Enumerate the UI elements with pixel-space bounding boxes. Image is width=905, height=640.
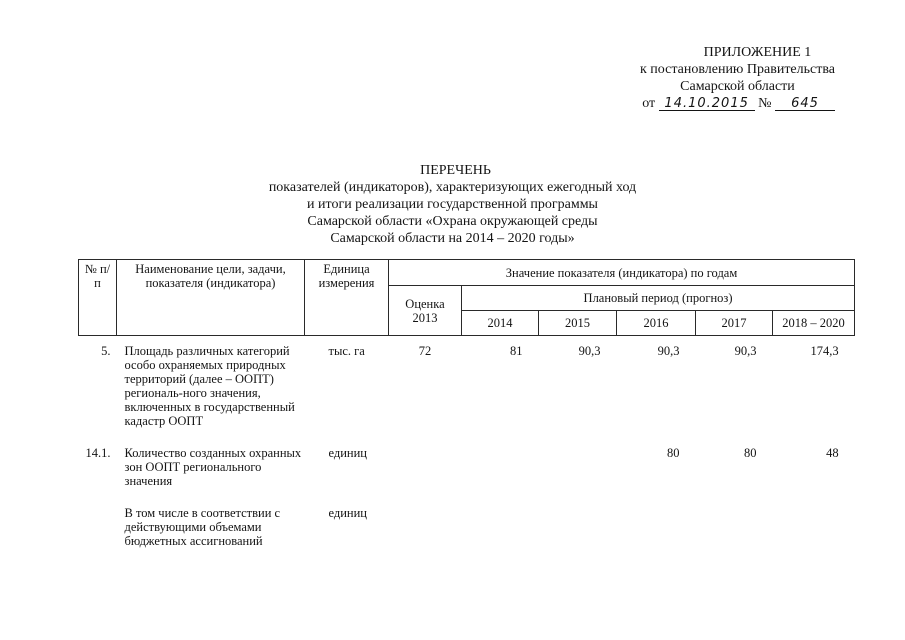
row-value-2013 — [389, 506, 462, 548]
annex-signature-line — [640, 95, 835, 112]
header-name: Наименование цели, задачи, показателя (индикатора) — [117, 260, 305, 336]
annex-from-label: от — [642, 96, 656, 111]
indicators-table — [78, 259, 855, 548]
row-value-2014 — [462, 446, 539, 488]
row-value-2017 — [696, 506, 773, 548]
row-value-2017: 90,3 — [734, 344, 757, 358]
row-value-2018-2020: 174,3 — [810, 344, 839, 358]
row-value-2015: 90,3 — [578, 344, 601, 358]
row-value-2014: 81 — [510, 344, 523, 358]
header-year-2017: 2017 — [696, 311, 773, 336]
row-num: 14.1. — [85, 446, 111, 460]
handwritten-date: 14.10.2015 — [659, 97, 755, 111]
annex-line-2: к постановлению Правительства — [639, 62, 835, 77]
header-values-group: Значение показателя (индикатора) по годам — [389, 260, 855, 286]
row-value-2015 — [539, 446, 617, 488]
annex-title: ПРИЛОЖЕНИЕ 1 — [703, 45, 812, 60]
row-unit: единиц — [328, 506, 368, 520]
header-year-2015: 2015 — [539, 311, 617, 336]
annex-line-3: Самарской области — [680, 79, 795, 94]
row-name: Площадь различных категорий особо охраняемых природных территорий (далее – ООПТ) региональ-ного значения, включенных в государственный кадастр ООПТ — [124, 344, 295, 428]
handwritten-number: 645 — [775, 97, 835, 111]
row-value-2016: 90,3 — [657, 344, 680, 358]
row-value-2016 — [617, 506, 696, 548]
row-num: 5. — [101, 344, 111, 358]
row-value-2014 — [462, 506, 539, 548]
row-value-2017: 80 — [744, 446, 757, 460]
title-heading: ПЕРЕЧЕНЬ — [420, 163, 491, 178]
number-sign: № — [758, 96, 772, 111]
row-name: В том числе в соответствии с действующими объемами бюджетных ассигнований — [124, 506, 281, 548]
title-line-2: и итоги реализации государственной программы — [307, 197, 598, 212]
annex-block — [640, 44, 835, 112]
row-value-2015 — [539, 506, 617, 548]
row-name: Количество созданных охранных зон ООПТ регионального значения — [124, 446, 302, 488]
row-value-2018-2020 — [773, 506, 855, 548]
header-num: № п/п — [79, 260, 117, 336]
header-year-2014: 2014 — [462, 311, 539, 336]
header-unit: Единица измерения — [305, 260, 389, 336]
header-year-2016: 2016 — [617, 311, 696, 336]
row-value-2016: 80 — [667, 446, 680, 460]
row-value-2013 — [389, 446, 462, 488]
document-title — [0, 162, 905, 247]
row-unit: единиц — [328, 446, 368, 460]
title-line-1: показателей (индикаторов), характеризующих ежегодный ход — [268, 180, 637, 195]
title-line-3: Самарской области «Охрана окружающей среды — [307, 214, 598, 229]
table-row — [79, 506, 855, 548]
header-plan-period: Плановый период (прогноз) — [462, 286, 855, 311]
row-value-2018-2020: 48 — [826, 446, 839, 460]
title-line-4: Самарской области на 2014 – 2020 годы» — [330, 231, 575, 246]
header-year-2018-2020: 2018 – 2020 — [773, 311, 855, 336]
header-estimate-2013: Оценка 2013 — [389, 286, 462, 336]
table-row — [79, 344, 855, 428]
row-num — [79, 506, 117, 548]
table-row — [79, 446, 855, 488]
row-unit: тыс. га — [328, 344, 365, 358]
row-value-2013: 72 — [418, 344, 432, 358]
